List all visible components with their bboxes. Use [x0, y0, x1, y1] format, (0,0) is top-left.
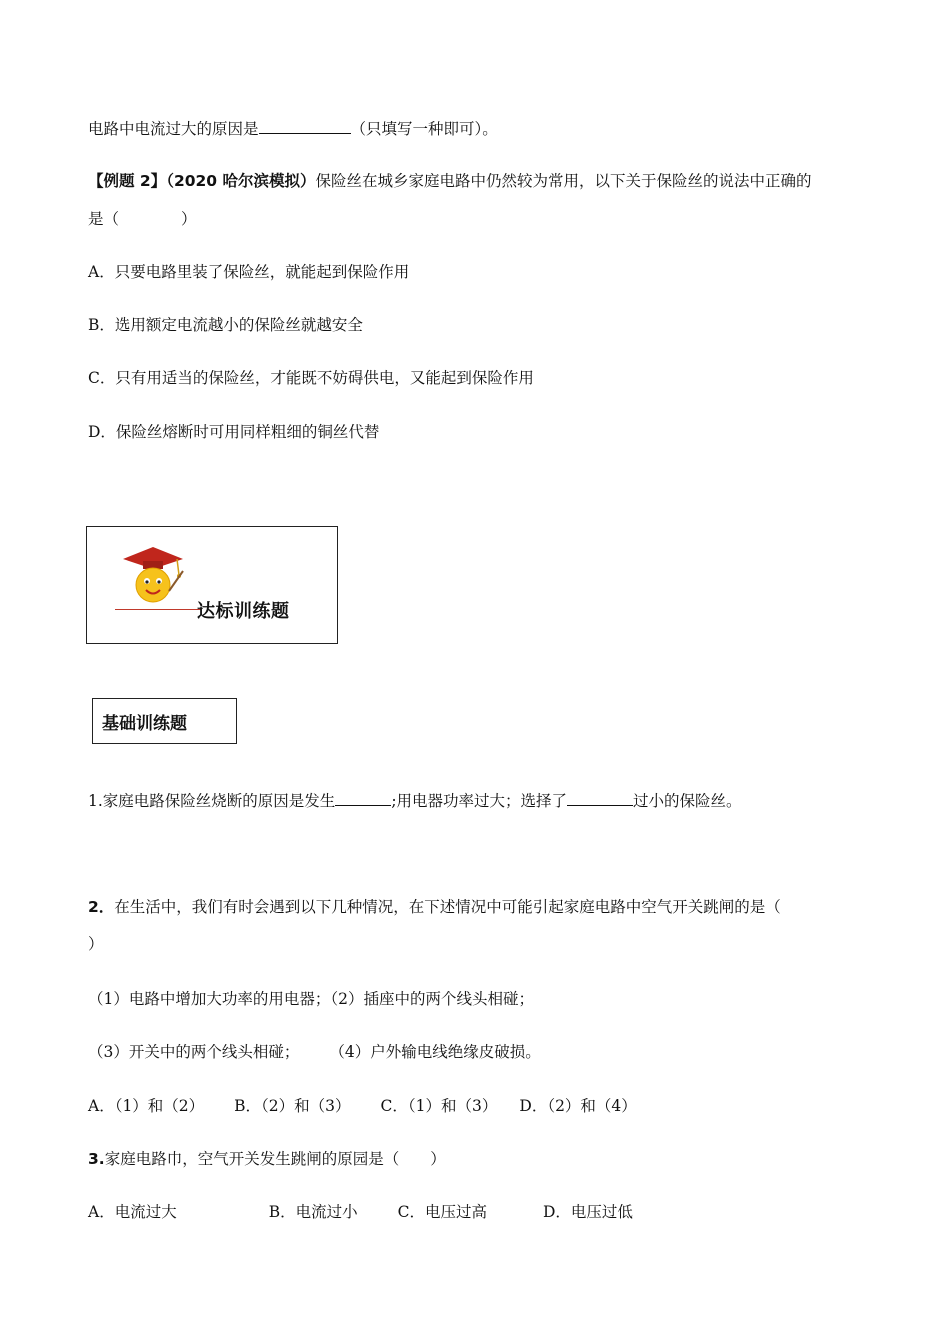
example2-option-a: A．只要电路里装了保险丝，就能起到保险作用 — [88, 263, 410, 281]
q2-option-d: D．（2）和（4） — [519, 1097, 637, 1115]
q2-conditions-line2 — [88, 1041, 541, 1063]
q1-text-part3: 过小的保险丝。 — [633, 792, 742, 810]
answer-blank — [259, 118, 351, 134]
q1-blank-1 — [335, 790, 391, 806]
q2-option-c: C．（1）和（3） — [380, 1097, 498, 1115]
q3-option-d: D．电压过低 — [542, 1203, 633, 1221]
q3-stem-line — [88, 1148, 446, 1170]
q3-options — [88, 1201, 633, 1223]
section-banner — [86, 526, 338, 644]
example2-stem-line1 — [88, 170, 812, 192]
q3-option-c: C．电压过高 — [397, 1203, 487, 1221]
banner-title: 达标训练题 — [197, 601, 290, 622]
q2-stem: 在生活中，我们有时会遇到以下几种情况，在下述情况中可能引起家庭电路中空气开关跳闸的是（ — [114, 898, 781, 916]
example2-stem-line2: 是（ ） — [88, 210, 197, 228]
section-title: 基础训练题 — [102, 714, 187, 734]
example2-tag: 【例题 2】 — [88, 172, 167, 190]
example2-option-c: C．只有用适当的保险丝，才能既不妨碍供电，又能起到保险作用 — [88, 369, 534, 387]
example2-stem: 保险丝在城乡家庭电路中仍然较为常用，以下关于保险丝的说法中正确的 — [315, 172, 812, 190]
q2-option-b: B．（2）和（3） — [234, 1097, 351, 1115]
section-box — [92, 698, 237, 744]
q2-stem-line1 — [88, 896, 781, 918]
example2-source: （2020 哈尔滨模拟） — [166, 172, 316, 190]
q3-option-a: A．电流过大 — [88, 1203, 177, 1221]
example2-option-b: B．选用额定电流越小的保险丝就越安全 — [88, 316, 363, 334]
q3-option-b: B．电流过小 — [268, 1203, 358, 1221]
example2-option-d: D．保险丝熔断时可用同样粗细的铜丝代替 — [88, 423, 380, 441]
q1-blank-2 — [567, 790, 633, 806]
q2-number: 2． — [88, 898, 115, 916]
q2-option-a: A．（1）和（2） — [88, 1097, 205, 1115]
q1-text-part1: 家庭电路保险丝烧断的原因是发生 — [102, 792, 336, 810]
graduate-mascot-icon — [113, 541, 193, 611]
prev-question-line — [88, 118, 498, 140]
prev-question-note: （只填写一种即可）。 — [350, 120, 498, 138]
q2-options — [88, 1095, 637, 1117]
q2-condition-3: （3）开关中的两个线头相碰； — [88, 1043, 300, 1061]
q3-number: 3. — [88, 1150, 105, 1168]
q1-line — [88, 790, 742, 812]
q2-condition-4: （4）户外输电线绝缘皮破损。 — [329, 1043, 541, 1061]
prev-question-text: 电路中电流过大的原因是 — [88, 120, 259, 138]
q2-stem-line2: ） — [88, 935, 104, 953]
banner-rule — [115, 609, 201, 610]
q3-stem: 家庭电路巾，空气开关发生跳闸的原园是（ ） — [104, 1150, 446, 1168]
q1-text-part2: ;用电器功率过大；选择了 — [391, 792, 568, 810]
q2-conditions-line1: （1）电路中增加大功率的用电器；（2）插座中的两个线头相碰； — [88, 990, 534, 1008]
q1-number: 1. — [88, 792, 103, 810]
